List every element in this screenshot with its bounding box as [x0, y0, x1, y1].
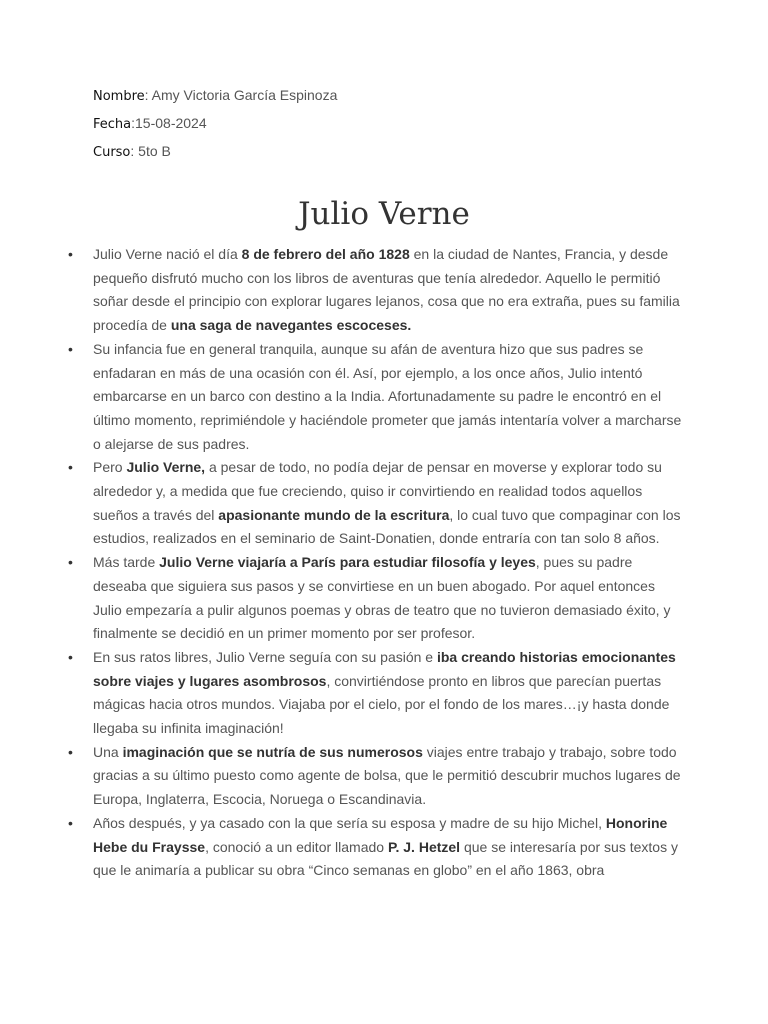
bold-text: Julio Verne viajaría a París para estudiar filosofía y leyes	[159, 554, 536, 571]
paragraph-text: , pues su padre deseaba que siguiera sus pasos y se convirtiese en un buen abogado. Por aquel entonces Julio empezaría a pulir algunos poemas y obras de teatro que no tuvieron demasiado éxito, y finalmente se decidió en un primer momento por ser profesor.	[93, 554, 671, 642]
paragraph-text: , convirtiéndose pronto en libros que parecían puertas mágicas hacia otros mundos. Viajaba por el cielo, por el fondo de los mares…¡y hasta donde llegaba su infinita imaginación!	[93, 672, 670, 737]
course-value: 5to B	[138, 143, 171, 159]
biography-list	[68, 243, 683, 883]
page-title: Julio Verne	[298, 196, 470, 232]
paragraph-text: Pero	[93, 459, 127, 476]
bold-text: Honorine Hebe du Fraysse	[93, 814, 668, 855]
bold-text: una saga de navegantes escoceses.	[170, 317, 412, 334]
paragraph-text: viajes entre trabajo y trabajo, sobre todo gracias a su último puesto como agente de bolsa, que le permitió descubrir muchos lugares de Europa, Inglaterra, Escocia, Noruega o Escandinavia.	[93, 743, 681, 808]
paragraph-text: En sus ratos libres, Julio Verne seguía con su pasión e	[93, 648, 437, 665]
paragraph-text: Su infancia fue en general tranquila, aunque su afán de aventura hizo que sus padres se enfadaran en más de una ocasión con él. Así, por ejemplo, a los once años, Julio intentó embarcarse en un barco con destino a la India. Afortunadamente su padre le encontró en el último momento, reprimiéndole y haciéndole prometer que jamás intentaría volver a marcharse o alejarse de sus padres.	[93, 340, 682, 452]
paragraph-text: Más tarde	[93, 554, 160, 571]
bullet-icon: •	[68, 459, 73, 476]
paragraph-text: Años después, y ya casado con la que sería su esposa y madre de su hijo Michel,	[93, 814, 606, 831]
bullet-icon: •	[68, 814, 73, 831]
list-item	[68, 456, 683, 551]
bullet-icon: •	[68, 743, 73, 760]
student-header	[93, 86, 337, 170]
paragraph-text: , lo cual tuvo que compaginar con los estudios, realizados en el seminario de Saint-Donatien, donde entraría con tan solo 8 años.	[93, 506, 681, 547]
list-item	[68, 551, 683, 646]
name-value: Amy Victoria García Espinoza	[151, 87, 338, 103]
paragraph-text: Julio Verne nació el día	[93, 246, 242, 262]
bullet-icon: •	[68, 648, 73, 665]
bold-text: 8 de febrero del año 1828	[241, 246, 410, 262]
date-value: 15-08-2024	[135, 115, 207, 131]
bullet-icon: •	[68, 340, 73, 357]
course-line: Curso: 5to B	[93, 143, 171, 160]
list-item	[68, 646, 683, 741]
paragraph-text: Una	[93, 743, 123, 760]
bold-text: P. J. Hetzel	[387, 838, 461, 855]
list-item	[68, 741, 683, 812]
bold-text: imaginación que se nutría de sus numerosos	[122, 743, 423, 760]
paragraph-text: en la ciudad de Nantes, Francia, y desde pequeño disfrutó mucho con los libros de aventuras que tenía alrededor. Aquello le permitió soñar desde el principio con explorar lugares lejanos, cosa que no era extraña, pues su familia procedía de	[93, 246, 680, 334]
paragraph-text: , conoció a un editor llamado	[205, 838, 388, 855]
bold-text: apasionante mundo de la escritura	[218, 506, 450, 523]
paragraph-text: a pesar de todo, no podía dejar de pensar en moverse y explorar todo su alrededor y, a medida que fue creciendo, quiso ir convirtiendo en realidad todos aquellos sueños a través del	[93, 459, 662, 523]
paragraph-text: que se interesaría por sus textos y que le animaría a publicar su obra “Cinco semanas en globo” en el año 1863, obra	[93, 838, 678, 879]
bullet-icon: •	[68, 554, 73, 571]
date-line: Fecha:15-08-2024	[93, 115, 207, 132]
bold-text: iba creando historias emocionantes sobre viajes y lugares asombrosos	[93, 648, 676, 689]
name-line: Nombre: Amy Victoria García Espinoza	[93, 87, 338, 104]
name-label: Nombre	[93, 89, 145, 104]
date-label: Fecha	[93, 117, 132, 132]
list-item	[68, 338, 683, 457]
bold-text: Julio Verne,	[126, 459, 206, 476]
bullet-icon: •	[68, 246, 73, 262]
list-item	[68, 812, 683, 883]
list-item	[68, 243, 683, 338]
course-label: Curso	[93, 145, 131, 160]
